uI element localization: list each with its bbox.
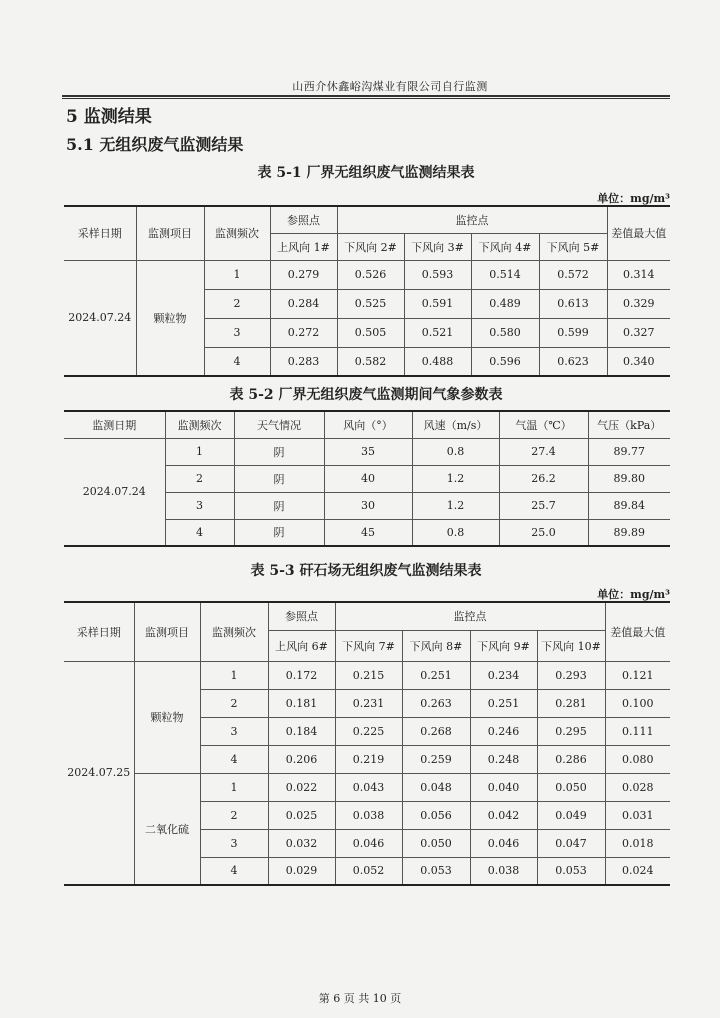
table-cell: 0.489 — [471, 289, 539, 318]
t1-h-point-1: 上风向 1# — [270, 233, 337, 260]
table-row — [64, 773, 670, 801]
table-cell: 0.281 — [537, 689, 605, 717]
table-cell: 89.77 — [588, 438, 670, 465]
table-cell: 0.246 — [470, 717, 537, 745]
t2-h-weather: 天气情况 — [234, 411, 324, 438]
table-cell: 阴 — [234, 438, 324, 465]
table-cell: 0.623 — [539, 347, 607, 376]
t3-h-item: 监测项目 — [134, 602, 200, 661]
table-cell: 0.525 — [337, 289, 404, 318]
table-cell: 1.2 — [412, 465, 499, 492]
table-cell: 89.89 — [588, 519, 670, 546]
table-cell: 89.84 — [588, 492, 670, 519]
table-cell: 0.025 — [268, 801, 335, 829]
t2-h-date: 监测日期 — [64, 411, 165, 438]
table-cell: 0.100 — [605, 689, 670, 717]
t3-item-so2: 二氧化硫 — [134, 773, 200, 885]
table-cell: 0.050 — [537, 773, 605, 801]
table1-unit: 单位：mg/m³ — [597, 192, 670, 205]
section-title: 5 监测结果 — [66, 107, 152, 127]
table-cell: 0.251 — [470, 689, 537, 717]
table-cell: 0.053 — [537, 857, 605, 885]
table-cell: 0.043 — [335, 773, 402, 801]
t1-h-point-2: 下风向 2# — [337, 233, 404, 260]
table-cell: 阴 — [234, 492, 324, 519]
table-cell: 0.047 — [537, 829, 605, 857]
table-cell: 0.284 — [270, 289, 337, 318]
t1-h-diff: 差值最大值 — [607, 206, 670, 260]
table3 — [64, 601, 670, 886]
table3-caption: 表 5-3 矸石场无组织废气监测结果表 — [250, 563, 482, 579]
table-cell: 0.225 — [335, 717, 402, 745]
table2-caption: 表 5-2 厂界无组织废气监测期间气象参数表 — [229, 387, 503, 403]
subsection-title: 5.1 无组织废气监测结果 — [66, 135, 244, 154]
table-cell: 0.046 — [470, 829, 537, 857]
table-cell: 0.613 — [539, 289, 607, 318]
table-cell: 4 — [165, 519, 234, 546]
table-cell: 0.279 — [270, 260, 337, 289]
table-cell: 0.268 — [402, 717, 470, 745]
t2-date: 2024.07.24 — [64, 438, 165, 546]
table-cell: 0.272 — [270, 318, 337, 347]
table-cell: 0.580 — [471, 318, 539, 347]
table-cell: 0.032 — [268, 829, 335, 857]
table-cell: 27.4 — [499, 438, 588, 465]
table-cell: 阴 — [234, 519, 324, 546]
table-cell: 阴 — [234, 465, 324, 492]
table-cell: 35 — [324, 438, 412, 465]
t2-h-wind-dir: 风向（°） — [324, 411, 412, 438]
table-cell: 0.327 — [607, 318, 670, 347]
table1 — [64, 205, 670, 377]
table-row — [64, 260, 670, 289]
t3-h-diff: 差值最大值 — [605, 602, 670, 661]
table-cell: 0.024 — [605, 857, 670, 885]
table-cell: 45 — [324, 519, 412, 546]
table-cell: 0.295 — [537, 717, 605, 745]
table-cell: 0.259 — [402, 745, 470, 773]
table-cell: 0.215 — [335, 661, 402, 689]
t3-h-point-8: 下风向 8# — [402, 630, 470, 661]
t3-h-point-6: 上风向 6# — [268, 630, 335, 661]
table-cell: 1 — [165, 438, 234, 465]
table-cell: 0.283 — [270, 347, 337, 376]
t1-date: 2024.07.24 — [64, 260, 136, 376]
table-cell: 0.038 — [470, 857, 537, 885]
table-cell: 0.263 — [402, 689, 470, 717]
t3-h-ref: 参照点 — [268, 602, 335, 630]
table-cell: 0.121 — [605, 661, 670, 689]
header-rule — [62, 95, 670, 99]
table-cell: 0.206 — [268, 745, 335, 773]
table-cell: 0.514 — [471, 260, 539, 289]
table-cell: 3 — [200, 717, 268, 745]
t2-h-wind-speed: 风速（m/s） — [412, 411, 499, 438]
t1-item: 颗粒物 — [136, 260, 204, 376]
table-cell: 0.329 — [607, 289, 670, 318]
table-cell: 25.0 — [499, 519, 588, 546]
table-cell: 0.022 — [268, 773, 335, 801]
t3-h-ctrl: 监控点 — [335, 602, 605, 630]
table-cell: 0.048 — [402, 773, 470, 801]
table-cell: 1.2 — [412, 492, 499, 519]
table-cell: 4 — [200, 745, 268, 773]
table-cell: 0.572 — [539, 260, 607, 289]
table-cell: 3 — [165, 492, 234, 519]
table-cell: 0.251 — [402, 661, 470, 689]
t1-h-point-4: 下风向 4# — [471, 233, 539, 260]
table-cell: 0.184 — [268, 717, 335, 745]
table1-caption: 表 5-1 厂界无组织废气监测结果表 — [257, 165, 475, 181]
table-cell: 0.038 — [335, 801, 402, 829]
table-cell: 0.231 — [335, 689, 402, 717]
table-cell: 0.080 — [605, 745, 670, 773]
table-cell: 0.111 — [605, 717, 670, 745]
table-cell: 0.8 — [412, 438, 499, 465]
document-header: 山西介休鑫峪沟煤业有限公司自行监测 — [292, 80, 488, 93]
table-cell: 0.031 — [605, 801, 670, 829]
table-cell: 4 — [204, 347, 270, 376]
table-cell: 0.029 — [268, 857, 335, 885]
table-cell: 0.040 — [470, 773, 537, 801]
table-cell: 40 — [324, 465, 412, 492]
t1-h-item: 监测项目 — [136, 206, 204, 260]
table-cell: 26.2 — [499, 465, 588, 492]
t3-h-freq: 监测频次 — [200, 602, 268, 661]
t1-h-freq: 监测频次 — [204, 206, 270, 260]
table-cell: 0.046 — [335, 829, 402, 857]
table-cell: 0.596 — [471, 347, 539, 376]
t3-h-point-10: 下风向 10# — [537, 630, 605, 661]
table-cell: 0.248 — [470, 745, 537, 773]
page-footer: 第 6 页 共 10 页 — [318, 992, 402, 1005]
table-cell: 3 — [200, 829, 268, 857]
table-cell: 2 — [200, 689, 268, 717]
table-cell: 30 — [324, 492, 412, 519]
table-cell: 0.053 — [402, 857, 470, 885]
table-cell: 0.018 — [605, 829, 670, 857]
table-cell: 0.052 — [335, 857, 402, 885]
table-cell: 0.593 — [404, 260, 471, 289]
table-cell: 4 — [200, 857, 268, 885]
table-cell: 0.219 — [335, 745, 402, 773]
table-cell: 0.599 — [539, 318, 607, 347]
t1-h-ctrl: 监控点 — [337, 206, 607, 233]
table-cell: 89.80 — [588, 465, 670, 492]
table-cell: 0.293 — [537, 661, 605, 689]
table-cell: 0.056 — [402, 801, 470, 829]
table-cell: 0.172 — [268, 661, 335, 689]
table-cell: 0.314 — [607, 260, 670, 289]
table-cell: 0.582 — [337, 347, 404, 376]
table-cell: 25.7 — [499, 492, 588, 519]
table-cell: 0.286 — [537, 745, 605, 773]
t3-h-point-9: 下风向 9# — [470, 630, 537, 661]
table2 — [64, 410, 670, 547]
t2-h-pressure: 气压（kPa） — [588, 411, 670, 438]
t1-h-ref: 参照点 — [270, 206, 337, 233]
t2-h-temp: 气温（℃） — [499, 411, 588, 438]
table-cell: 2 — [165, 465, 234, 492]
table-cell: 0.488 — [404, 347, 471, 376]
table-row — [64, 661, 670, 689]
table-cell: 2 — [200, 801, 268, 829]
t1-h-point-5: 下风向 5# — [539, 233, 607, 260]
table-cell: 0.505 — [337, 318, 404, 347]
t1-h-date: 采样日期 — [64, 206, 136, 260]
table-cell: 0.521 — [404, 318, 471, 347]
t3-date: 2024.07.25 — [64, 661, 134, 885]
table-cell: 0.340 — [607, 347, 670, 376]
table-cell: 1 — [200, 773, 268, 801]
table-cell: 0.181 — [268, 689, 335, 717]
t3-h-point-7: 下风向 7# — [335, 630, 402, 661]
table-cell: 2 — [204, 289, 270, 318]
table3-unit: 单位：mg/m³ — [597, 588, 670, 601]
table-cell: 3 — [204, 318, 270, 347]
t2-h-freq: 监测频次 — [165, 411, 234, 438]
table-cell: 1 — [200, 661, 268, 689]
table-row — [64, 438, 670, 465]
table-cell: 0.591 — [404, 289, 471, 318]
table-cell: 0.042 — [470, 801, 537, 829]
t3-h-date: 采样日期 — [64, 602, 134, 661]
table-cell: 0.028 — [605, 773, 670, 801]
t3-item-pm: 颗粒物 — [134, 661, 200, 773]
table-cell: 1 — [204, 260, 270, 289]
table-cell: 0.234 — [470, 661, 537, 689]
table-cell: 0.526 — [337, 260, 404, 289]
table-cell: 0.050 — [402, 829, 470, 857]
t1-h-point-3: 下风向 3# — [404, 233, 471, 260]
table-cell: 0.049 — [537, 801, 605, 829]
table-cell: 0.8 — [412, 519, 499, 546]
